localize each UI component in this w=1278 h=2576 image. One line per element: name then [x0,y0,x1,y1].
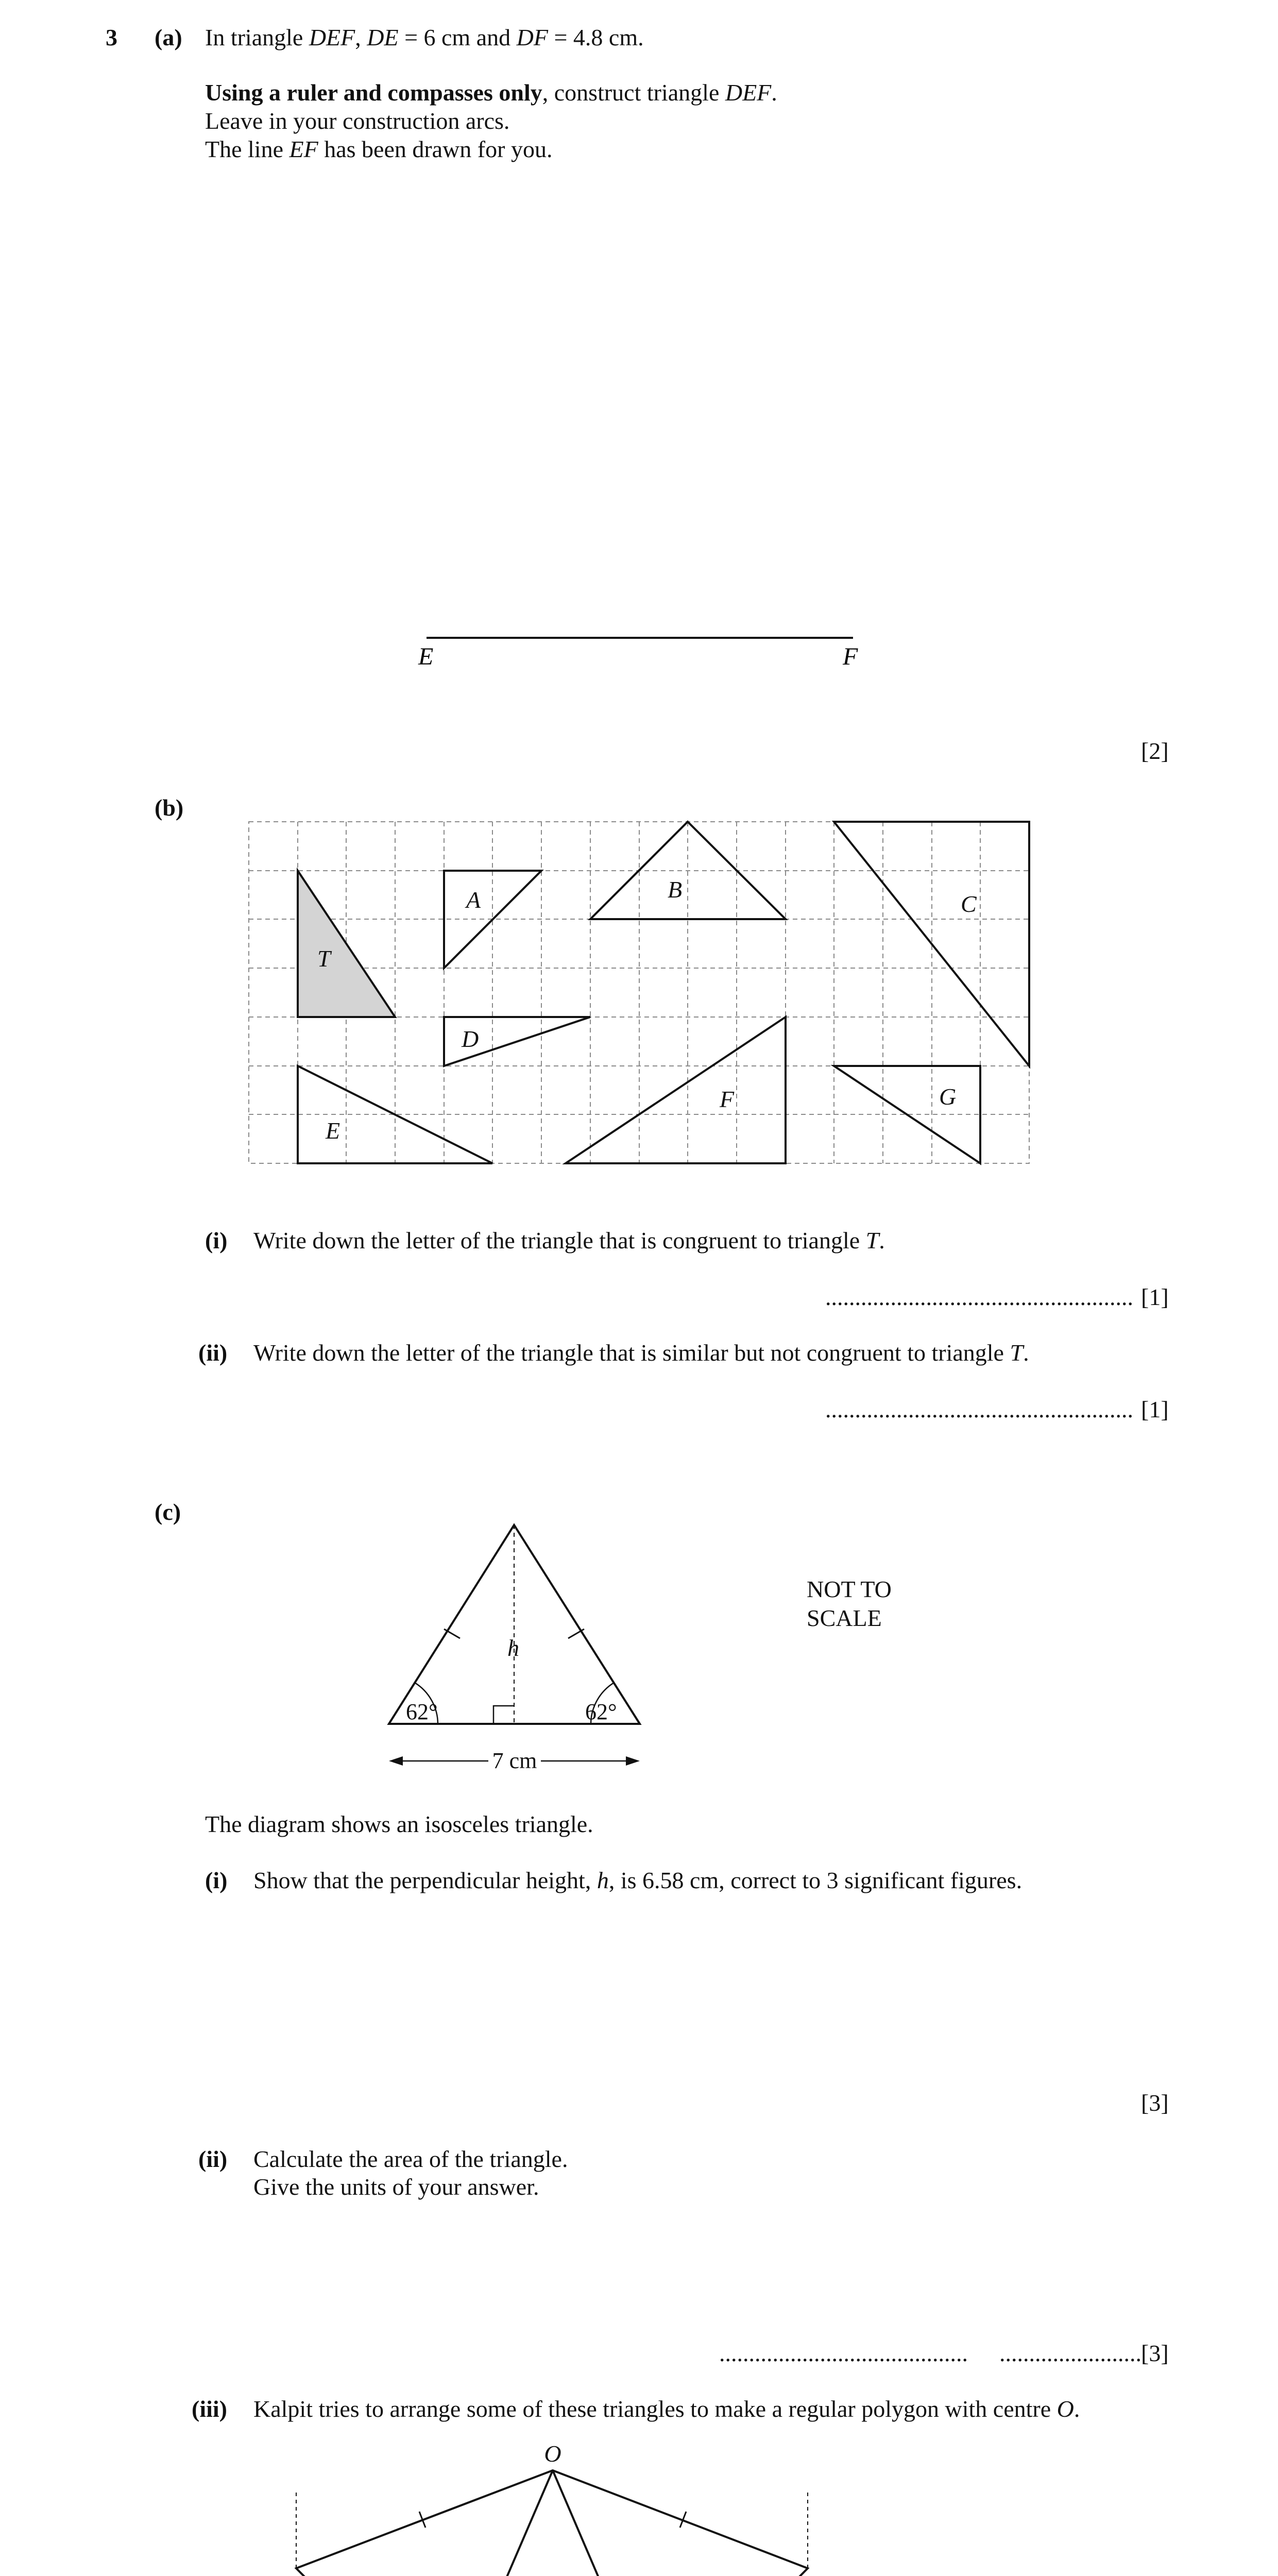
part-c-iii-label: (iii) [192,2396,227,2422]
part-b-i-answer-line[interactable]: .................................................... [825,1284,1133,1310]
part-c-ii-line1: Calculate the area of the triangle. [253,2146,568,2172]
part-a-instruction-line3: The line EF has been drawn for you. [205,136,553,162]
triangle-a-label: A [466,887,481,913]
polygon-outline [296,2470,808,2576]
triangle-d-label: D [462,1026,479,1052]
right-angle-label: 62° [585,1699,617,1724]
radius-left [446,2470,553,2576]
part-c-ii-label: (ii) [198,2146,228,2172]
triangle-e-label: E [326,1117,340,1144]
part-c-i-question: Show that the perpendicular height, h, is 6.58 cm, correct to 3 significant figures. [253,1867,1023,1893]
part-c-i-marks: [3] [1141,2090,1169,2116]
radius-right [553,2470,659,2576]
part-a-label: (a) [155,24,182,50]
part-a-marks: [2] [1141,738,1169,764]
part-b-i-label: (i) [205,1227,228,1253]
triangle-b-label: B [668,876,683,903]
part-c-label: (c) [155,1499,181,1525]
point-f-label: F [843,643,858,670]
not-to-scale-1: NOT TO SCALE [807,1576,892,1631]
triangle-c-label: C [961,891,977,917]
part-b-ii-question: Write down the letter of the triangle that is similar but not congruent to triangle T. [253,1340,1029,1366]
part-a-instruction: Using a ruler and compasses only, construct triangle DEF. [205,79,777,106]
part-c-iii-question: Kalpit tries to arrange some of these triangles to make a regular polygon with centre O. [253,2396,1080,2422]
triangle-g-label: G [939,1083,957,1110]
base-label: 7 cm [492,1748,537,1773]
part-b-ii-answer-line[interactable]: .................................................... [825,1396,1133,1422]
part-c-intro: The diagram shows an isosceles triangle. [205,1811,593,1837]
part-b-ii-marks: [1] [1141,1396,1169,1422]
centre-o-label: O [544,2441,561,2467]
part-b-label: (b) [155,794,184,821]
question-number: 3 [106,24,117,50]
point-e-label: E [418,643,434,670]
part-c-ii-marks: [3] [1141,2340,1169,2366]
part-a-given: In triangle DEF, DE = 6 cm and DF = 4.8 cm. [205,24,644,50]
triangle-t-label: T [317,945,331,972]
left-angle-label: 62° [406,1699,438,1724]
part-c-i-label: (i) [205,1867,228,1893]
part-c-ii-units-line[interactable]: ........................ [999,2340,1141,2366]
part-b-i-question: Write down the letter of the triangle that is congruent to triangle T. [253,1227,885,1253]
height-label: h [507,1635,519,1661]
part-b-i-marks: [1] [1141,1284,1169,1310]
part-c-ii-line2: Give the units of your answer. [253,2174,539,2200]
part-a-instruction-line2: Leave in your construction arcs. [205,108,510,134]
part-c-ii-answer-line[interactable]: .......................................... [719,2340,968,2366]
triangle-f-label: F [720,1086,735,1112]
part-b-ii-label: (ii) [198,1340,228,1366]
